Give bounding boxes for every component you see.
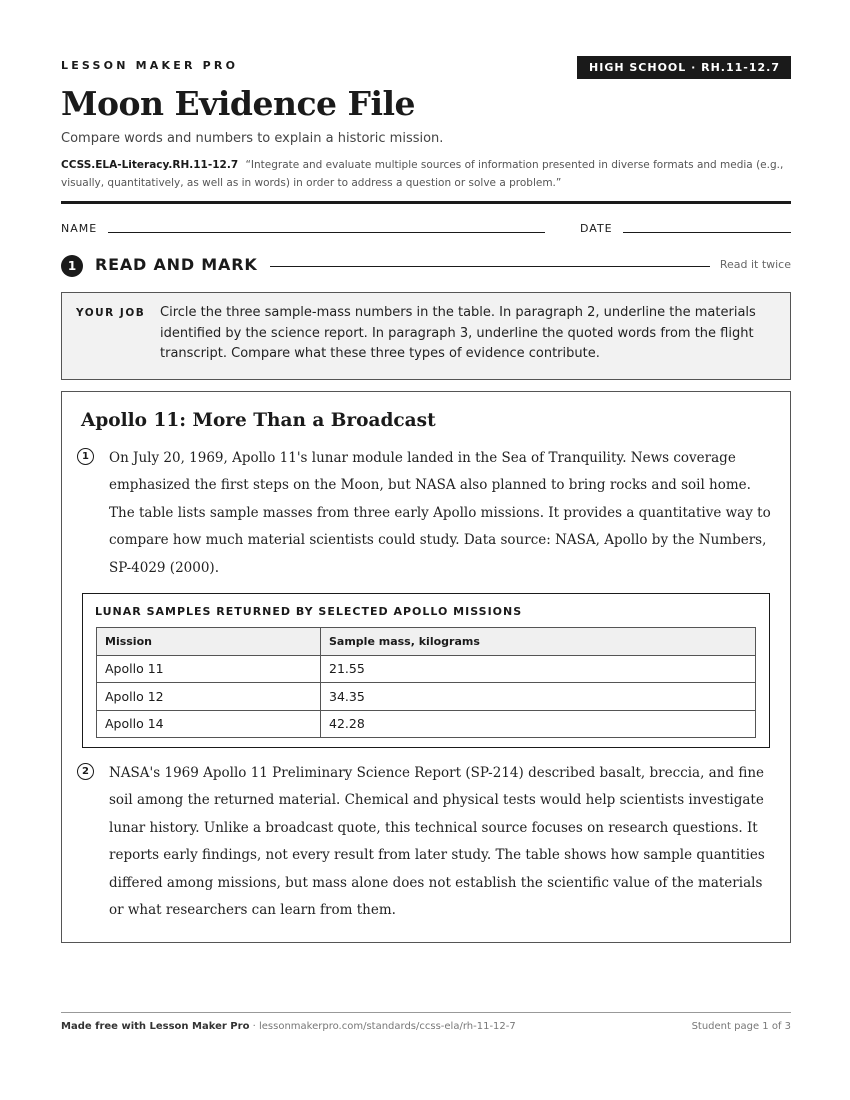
name-label: NAME [61,222,98,235]
mission-cell: Apollo 12 [97,683,321,711]
standard-quote: “Integrate and evaluate multiple sources of information presented in diverse formats and media (e.g., visually, quantitatively, as well as in words) in order to address a question or solve a problem.” [61,159,784,189]
instructions-label: YOUR JOB [76,307,146,319]
data-table-box [82,593,770,748]
table-row [97,683,756,711]
paragraph-1: On July 20, 1969, Apollo 11's lunar module landed in the Sea of Tranquility. News coverage emphasized the first steps on the Moon, but NASA also planned to bring rocks and soil home. The table lists sample masses from three early Apollo missions. It provides a quantitative way to compare how much material scientists could study. Data source: NASA, Apollo by the Numbers, SP-4029 (2000). [109,450,771,576]
column-header-mission: Mission [97,628,321,656]
section-header [61,254,791,276]
date-label: DATE [580,222,613,235]
section-number: 1 [61,255,83,277]
table-caption: LUNAR SAMPLES RETURNED BY SELECTED APOLLO MISSIONS [95,605,523,618]
lunar-samples-table [96,627,756,738]
name-field[interactable] [108,232,545,233]
table-row [97,655,756,683]
table-row [97,710,756,738]
mission-cell: Apollo 11 [97,655,321,683]
instructions-box [61,292,791,380]
standard-description [61,156,791,192]
paragraph-number: 2 [77,763,94,780]
page-footer [61,1012,791,1032]
grade-standard-badge: HIGH SCHOOL · RH.11-12.7 [577,56,791,79]
header-divider [61,201,791,204]
paragraph-number: 1 [77,448,94,465]
mass-cell: 34.35 [321,683,756,711]
section-rule [270,266,710,267]
table-header-row [97,628,756,656]
mass-cell: 21.55 [321,655,756,683]
passage-title: Apollo 11: More Than a Broadcast [81,410,436,431]
mission-cell: Apollo 14 [97,710,321,738]
page-title: Moon Evidence File [61,84,416,123]
mass-cell: 42.28 [321,710,756,738]
section-note: Read it twice [719,258,791,271]
top-bar [61,56,791,80]
date-field[interactable] [623,232,791,233]
column-header-sample-mass: Sample mass, kilograms [321,628,756,656]
reading-passage [61,391,791,943]
name-date-row [61,222,791,236]
instructions-text: Circle the three sample-mass numbers in the table. In paragraph 2, underline the materials identified by the science report. In paragraph 3, underline the quoted words from the flight transcript. Compare what these three types of evidence contribute. [160,305,756,361]
page-subtitle: Compare words and numbers to explain a historic mission. [61,131,444,146]
standard-code: CCSS.ELA-Literacy.RH.11-12.7 [61,159,239,171]
footer-url[interactable]: lessonmakerpro.com/standards/ccss-ela/rh-11-12-7 [258,1021,516,1032]
brand-name: LESSON MAKER PRO [61,59,239,72]
footer-separator: · [252,1021,259,1032]
section-title: READ AND MARK [95,255,258,274]
page-indicator: Student page 1 of 3 [691,1021,791,1032]
footer-credit: Made free with Lesson Maker Pro [61,1021,250,1032]
paragraph-2: NASA's 1969 Apollo 11 Preliminary Science Report (SP-214) described basalt, breccia, and fine soil among the returned material. Chemical and physical tests would help scientists investigate lunar history. Unlike a broadcast quote, this technical source focuses on research questions. It reports early findings, not every result from later study. The table shows how sample quantities differed among missions, but mass alone does not establish the scientific value of the materials or what researchers can learn from them. [109,765,765,919]
